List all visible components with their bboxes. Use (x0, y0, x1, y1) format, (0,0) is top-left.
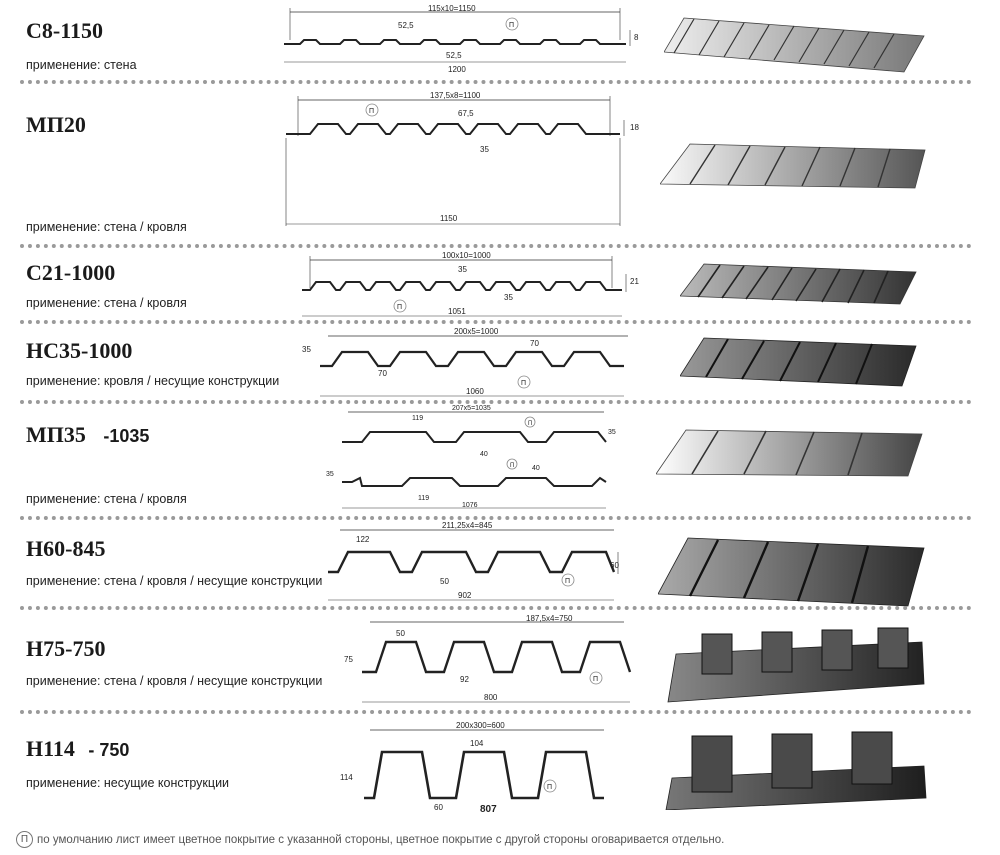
profile-usage: применение: стена (26, 58, 137, 72)
profile-title: НС35-1000 (26, 338, 133, 363)
dim-height-top: 35 (608, 429, 616, 436)
dim-total: 211,25x4=845 (442, 521, 493, 530)
dim-total: 200x5=1000 (454, 327, 499, 336)
dim-groove: 60 (434, 803, 443, 812)
dim-rib: 50 (396, 629, 405, 638)
coating-mark-top: П (528, 421, 533, 427)
profile-title-main: МП35 (26, 422, 86, 447)
profile-title: Н60-845 (26, 536, 106, 561)
coating-mark-bottom: П (510, 463, 515, 469)
dim-total: 187,5x4=750 (526, 614, 573, 623)
sheet-render-image (680, 334, 920, 388)
profile-drawing (298, 324, 648, 400)
sheet-render-image (662, 624, 932, 706)
profile-title-main: Н114 (26, 736, 75, 761)
profile-title: МП20 (26, 112, 86, 137)
dim-rib: 67,5 (458, 109, 474, 118)
dim-groove: 35 (504, 293, 513, 302)
coating-mark: П (509, 22, 515, 29)
profile-row-mp35 (0, 404, 1000, 514)
dim-total: 207x5=1035 (452, 405, 491, 412)
dim-width: 1051 (448, 307, 466, 316)
dim-rib: 70 (530, 339, 539, 348)
dim-width: 800 (484, 693, 498, 702)
dim-width: 1076 (462, 502, 478, 509)
dim-height: 35 (302, 345, 311, 354)
profile-row-c8 (0, 0, 1000, 80)
sheet-render-image (680, 262, 920, 306)
coating-mark: П (369, 108, 375, 115)
profile-usage: применение: стена / кровля (26, 220, 187, 234)
profile-title: Н75-750 (26, 636, 106, 661)
profile-usage: применение: кровля / несущие конструкции (26, 374, 280, 388)
dim-groove: 50 (440, 577, 449, 586)
profile-usage: применение: стена / кровля (26, 296, 187, 310)
profile-usage: применение: стена / кровля (26, 492, 187, 506)
profile-row-hc35 (0, 324, 1000, 400)
sheet-render-image (658, 534, 926, 608)
dim-height-bottom: 35 (326, 471, 334, 478)
coating-mark: П (521, 380, 527, 387)
dim-groove: 70 (378, 369, 387, 378)
profile-row-h114 (0, 714, 1000, 824)
profile-row-h75 (0, 610, 1000, 706)
dim-groove-a: 40 (480, 451, 488, 458)
dim-height: 8 (634, 33, 639, 42)
profile-title (26, 736, 129, 762)
profile-usage: применение: несущие конструкции (26, 776, 230, 790)
profile-title-suffix: - 750 (88, 740, 130, 760)
profile-title (26, 422, 149, 448)
dim-height: 114 (340, 773, 353, 782)
sheet-render-image (656, 428, 926, 478)
dim-groove-b: 40 (532, 465, 540, 472)
dim-width: 902 (458, 591, 472, 600)
dim-rib: 122 (356, 535, 370, 544)
profile-drawing (340, 610, 636, 706)
profile-usage: применение: стена / кровля / несущие конструкции (26, 574, 323, 588)
profile-title: С21-1000 (26, 260, 116, 285)
dim-width: 1200 (448, 65, 466, 74)
profile-row-c21 (0, 248, 1000, 320)
dim-height: 75 (344, 655, 353, 664)
profile-drawing (280, 86, 650, 236)
coating-mark: П (547, 784, 553, 791)
dim-height: 60 (610, 561, 619, 570)
dim-total: 100x10=1000 (442, 251, 491, 260)
dim-height: 18 (630, 123, 639, 132)
profile-drawing (296, 248, 656, 320)
sheet-render-image (662, 728, 932, 810)
dim-groove: 35 (480, 145, 489, 154)
footnote-text: по умолчанию лист имеет цветное покрытие с указанной стороны, цветное покрытие с другой стороны оговаривается отдельно. (37, 833, 725, 846)
sheet-render-image (664, 14, 934, 74)
profile-row-mp20 (0, 86, 1000, 244)
sheet-render-image (660, 140, 930, 192)
coating-mark: П (397, 304, 403, 311)
profile-usage: применение: стена / кровля / несущие конструкции (26, 674, 323, 688)
dim-rib: 35 (458, 265, 467, 274)
dim-groove: 92 (460, 675, 469, 684)
profile-drawing (322, 404, 622, 514)
coating-mark: П (565, 578, 571, 585)
dim-total: 200x300=600 (456, 721, 505, 730)
dim-rib-bottom: 119 (418, 495, 430, 502)
profile-title: С8-1150 (26, 18, 103, 43)
profile-drawing (280, 0, 650, 78)
dim-width: 1150 (440, 214, 458, 223)
dim-total: 137,5x8=1100 (430, 91, 481, 100)
footnote (16, 831, 724, 848)
profile-row-h60 (0, 520, 1000, 606)
dim-rib: 104 (470, 739, 484, 748)
dim-width: 1060 (466, 387, 484, 396)
coating-mark: П (593, 676, 599, 683)
profile-drawing (330, 714, 620, 824)
dim-rib: 119 (412, 415, 424, 422)
coating-side-icon: П (16, 831, 33, 848)
dim-pitch-bottom: 52,5 (446, 51, 462, 60)
profile-title-suffix: -1035 (103, 426, 150, 446)
divider (20, 80, 972, 84)
dim-height: 21 (630, 277, 639, 286)
profile-drawing (318, 520, 636, 606)
dim-total: 115x10=1150 (428, 4, 476, 13)
dim-pitch-top: 52,5 (398, 21, 414, 30)
dim-width: 807 (480, 804, 497, 815)
